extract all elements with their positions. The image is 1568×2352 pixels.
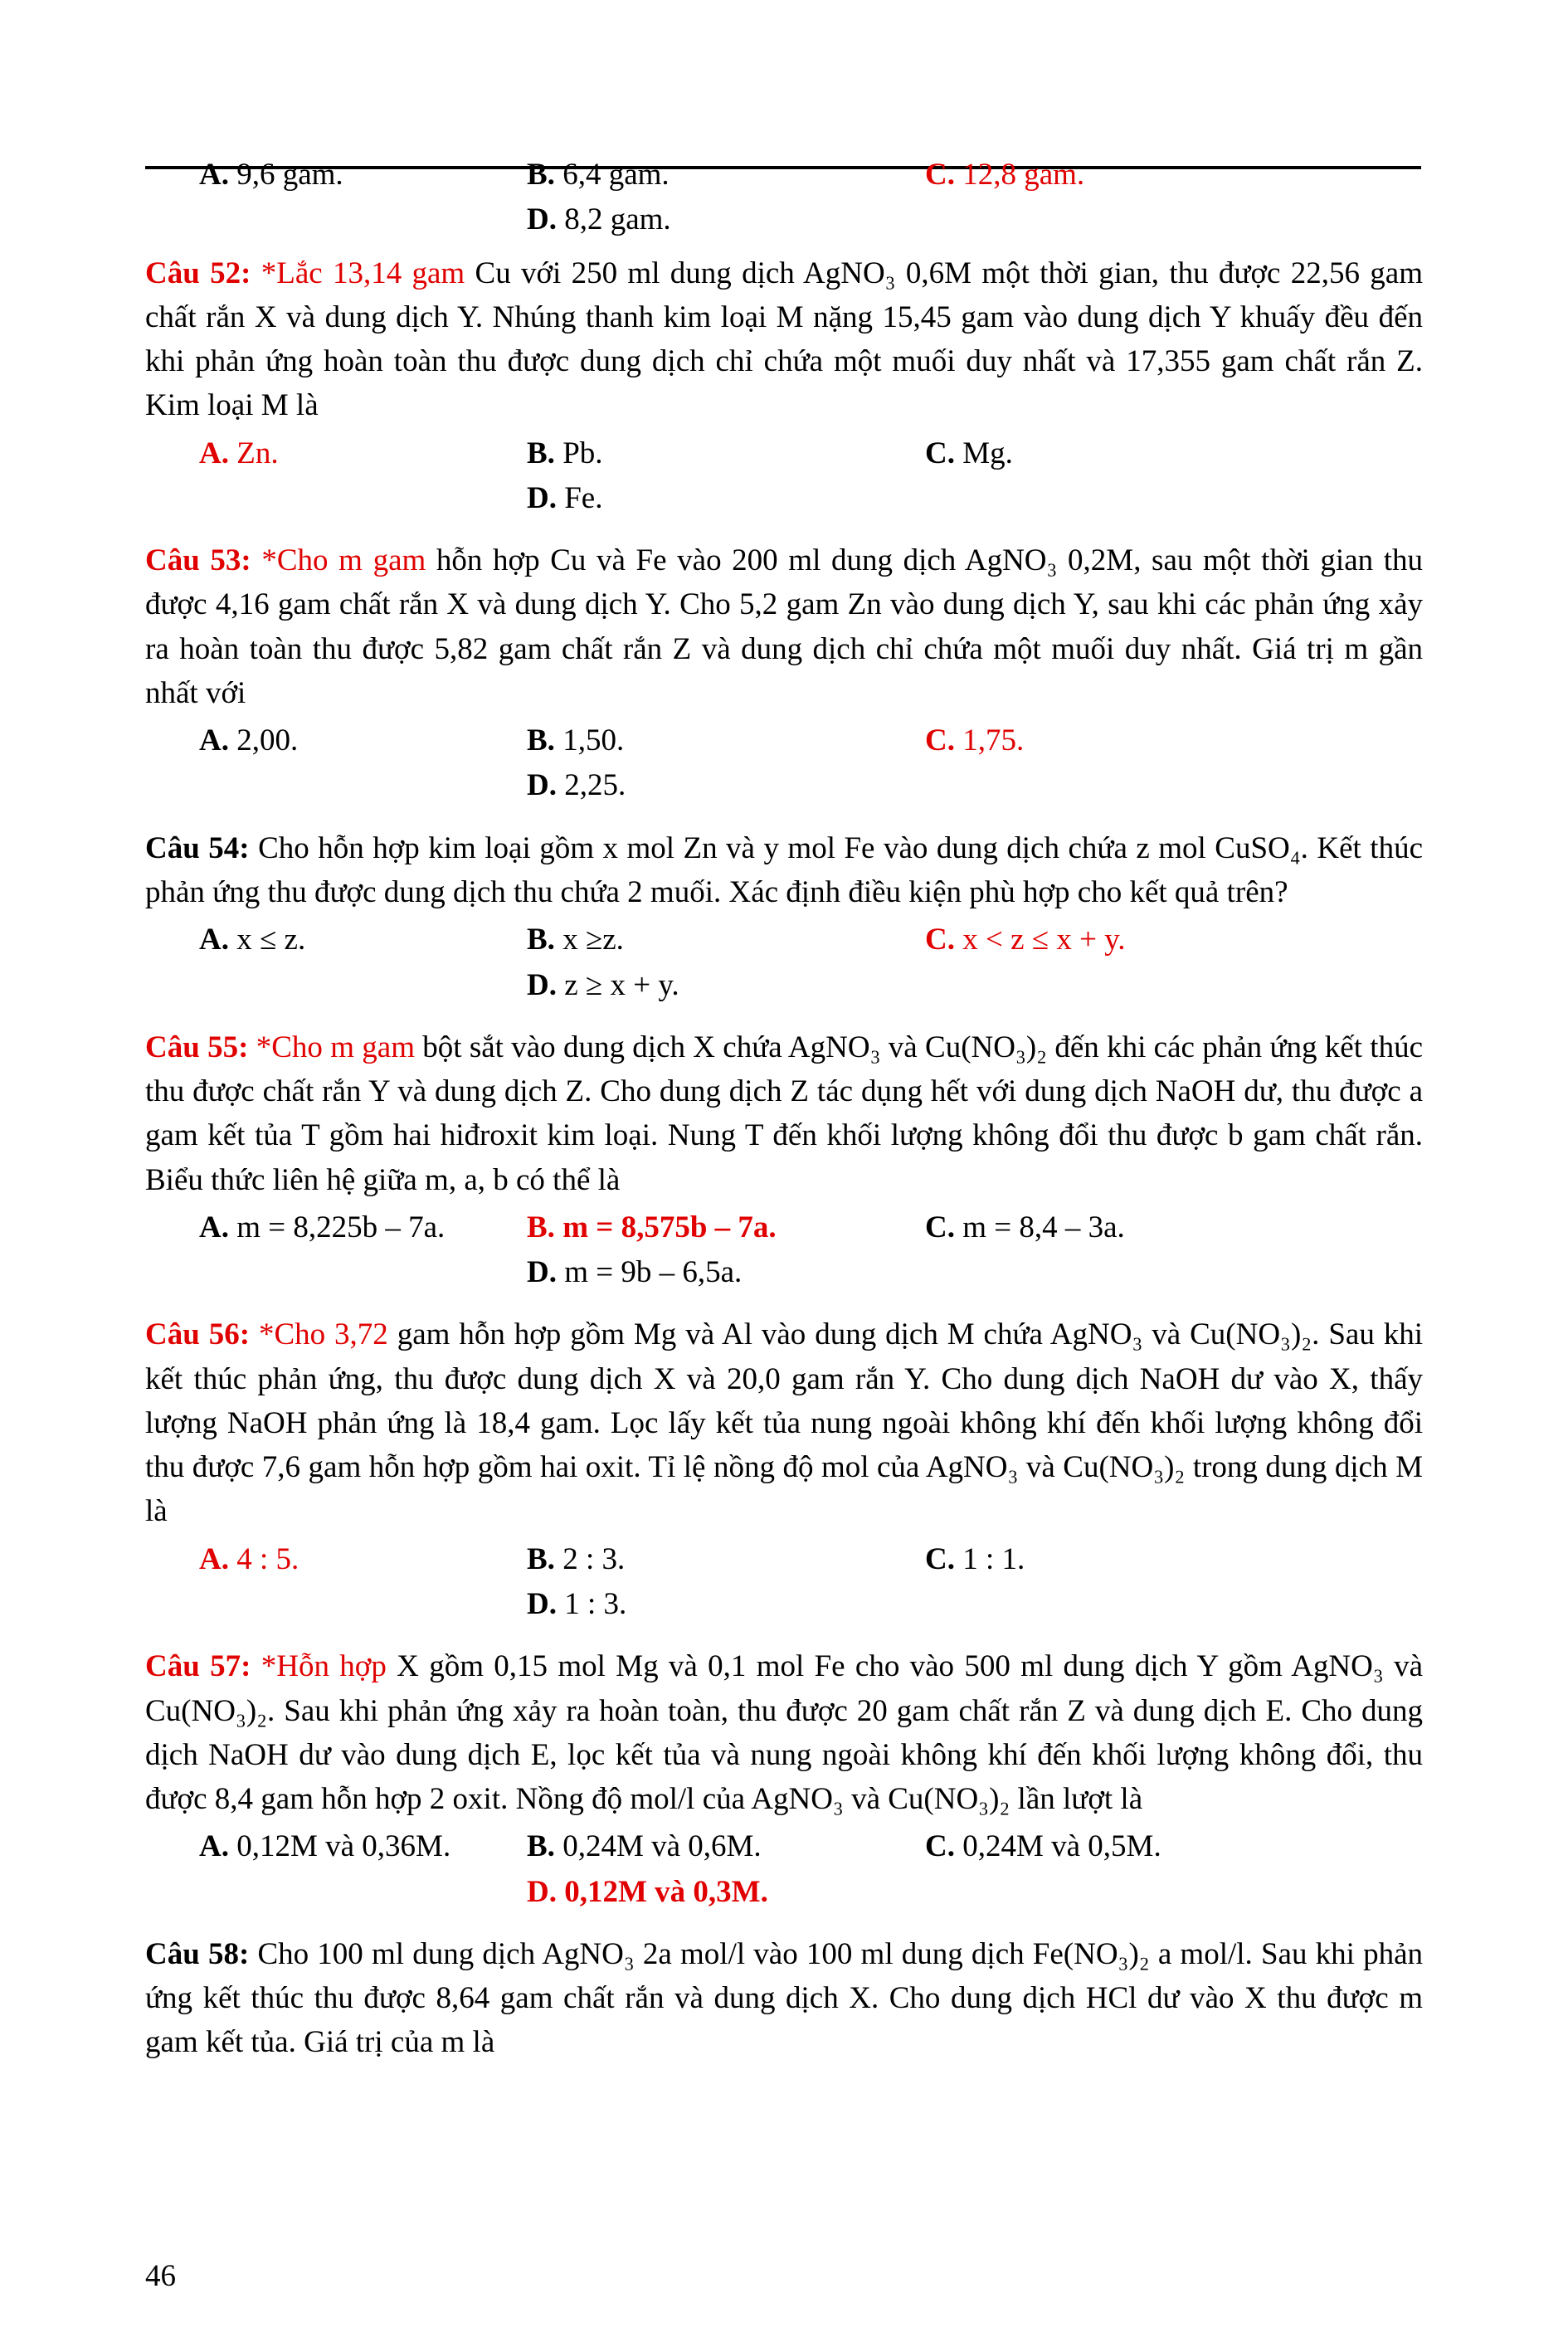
question-number: Câu 53: bbox=[145, 543, 251, 578]
question-block bbox=[145, 1644, 1423, 1914]
answer-label-c: C. bbox=[925, 1541, 955, 1576]
question-text bbox=[145, 1932, 1423, 2065]
answer-row bbox=[145, 153, 1423, 197]
answer-option-a[interactable] bbox=[145, 1537, 527, 1581]
answer-text-c: 1 : 1. bbox=[954, 1541, 1025, 1576]
answer-option-c[interactable] bbox=[925, 1824, 1323, 1868]
answers-group bbox=[145, 918, 1423, 1007]
answer-option-b[interactable] bbox=[527, 718, 925, 762]
answer-label-b: B. bbox=[527, 158, 555, 192]
answer-option-d[interactable] bbox=[527, 963, 925, 1007]
answer-row bbox=[145, 1824, 1423, 1868]
answer-label-a: A. bbox=[199, 923, 229, 957]
answer-option-d[interactable] bbox=[527, 476, 925, 520]
page-content bbox=[145, 153, 1423, 2065]
answer-row bbox=[145, 431, 1423, 475]
question-number: Câu 58: bbox=[145, 1936, 250, 1971]
answers-group bbox=[145, 1205, 1423, 1295]
question-text bbox=[145, 251, 1423, 428]
answer-label-c: C. bbox=[925, 1210, 955, 1244]
answer-label-c: C. bbox=[925, 436, 955, 470]
answer-label-d: D. bbox=[527, 967, 557, 1002]
answer-option-a[interactable] bbox=[145, 431, 527, 475]
question-body: Cho 100 ml dung dịch AgNO₃ 2a mol/l vào 100 ml dung dịch Fe(NO₃)₂ a mol/l. Sau khi phản ứng kết thúc thu được 8,64 gam chất rắn và dung dịch X. Cho dung dịch HCl dư vào X thu được m gam kết tủa. Giá trị của m là bbox=[145, 1936, 1424, 2060]
answer-option-a[interactable] bbox=[145, 718, 527, 762]
answer-text-d: m = 9b – 6,5a. bbox=[556, 1255, 743, 1290]
answer-label-d: D. bbox=[527, 768, 557, 803]
answer-text-b: 1,50. bbox=[554, 723, 625, 758]
answer-text-b: m = 8,575b – 7a. bbox=[554, 1210, 777, 1244]
answer-label-d: D. bbox=[527, 480, 557, 515]
answer-label-a: A. bbox=[199, 1210, 229, 1244]
question-highlight: *Cho 3,72 bbox=[258, 1317, 388, 1352]
answer-text-d: Fe. bbox=[556, 480, 603, 515]
question-body: X gồm 0,15 mol Mg và 0,1 mol Fe cho vào 500 ml dung dịch Y gồm AgNO₃ và Cu(NO₃)₂. Sau khi phản ứng xảy ra hoàn toàn, thu được 20 gam chất rắn Z và dung dịch E. Cho dung dịch NaOH dư vào dung dịch E, lọc kết tủa và nung ngoài không khí đến khối lượng không đổi, thu được 8,4 gam hỗn hợp 2 oxit. Nồng độ mol/l của AgNO₃ và Cu(NO₃)₂ lần lượt là bbox=[145, 1649, 1423, 1817]
question-block bbox=[145, 1312, 1423, 1626]
answer-option-c[interactable] bbox=[925, 431, 1323, 475]
answer-text-d: 8,2 gam. bbox=[556, 202, 671, 237]
question-number: Câu 54: bbox=[145, 830, 250, 865]
answer-text-c: x < z ≤ x + y. bbox=[954, 923, 1126, 957]
answer-row bbox=[145, 963, 1423, 1007]
answer-text-a: 9,6 gam. bbox=[228, 158, 343, 192]
answer-option-c[interactable] bbox=[925, 1205, 1323, 1249]
question-body: bột sắt vào dung dịch X chứa AgNO₃ và Cu(NO₃)₂ đến khi các phản ứng kết thúc thu được chất rắn Y và dung dịch Z. Cho dung dịch Z tác dụng hết với dung dịch NaOH dư, thu được a gam kết tủa T gồm hai hiđroxit kim loại. Nung T đến khối lượng không đổi thu được b gam chất rắn. Biểu thức liên hệ giữa m, a, b có thể là bbox=[145, 1030, 1423, 1197]
answer-label-b: B. bbox=[527, 923, 555, 957]
question-number: Câu 52: bbox=[145, 256, 251, 290]
answer-row bbox=[145, 476, 1423, 520]
page-number: 46 bbox=[145, 2259, 176, 2293]
answer-text-b: 2 : 3. bbox=[554, 1541, 626, 1576]
answers-group bbox=[145, 718, 1423, 808]
question-number: Câu 56: bbox=[145, 1317, 251, 1352]
answer-option-d[interactable] bbox=[527, 197, 925, 241]
question-text bbox=[145, 1312, 1423, 1533]
answer-text-a: 2,00. bbox=[228, 723, 299, 758]
question-number: Câu 55: bbox=[145, 1030, 249, 1064]
answer-label-c: C. bbox=[925, 723, 955, 758]
answer-text-d: 0,12M và 0,3M. bbox=[556, 1874, 768, 1909]
answer-row bbox=[145, 718, 1423, 762]
answer-option-d[interactable] bbox=[527, 763, 925, 807]
answer-text-c: 1,75. bbox=[954, 723, 1025, 758]
answer-label-c: C. bbox=[925, 1829, 955, 1864]
answer-text-a: 0,12M và 0,36M. bbox=[228, 1829, 451, 1864]
answer-option-c[interactable] bbox=[925, 918, 1323, 962]
question-block bbox=[145, 538, 1423, 808]
answer-text-c: 12,8 gam. bbox=[954, 158, 1085, 192]
answer-label-b: B. bbox=[527, 1541, 555, 1576]
answer-option-b[interactable] bbox=[527, 1205, 925, 1249]
answer-option-d[interactable] bbox=[527, 1250, 925, 1294]
answers-group bbox=[145, 1824, 1423, 1914]
answer-text-a: x ≤ z. bbox=[228, 923, 306, 957]
answer-label-a: A. bbox=[199, 1829, 229, 1864]
answer-option-c[interactable] bbox=[925, 1537, 1323, 1581]
answer-option-b[interactable] bbox=[527, 1824, 925, 1868]
answer-text-b: 0,24M và 0,6M. bbox=[554, 1829, 762, 1864]
answer-label-a: A. bbox=[199, 436, 229, 470]
question-highlight: *Cho m gam bbox=[256, 1030, 415, 1064]
answer-label-c: C. bbox=[925, 158, 955, 192]
answer-text-c: m = 8,4 – 3a. bbox=[954, 1210, 1125, 1244]
answer-row bbox=[145, 1582, 1423, 1626]
answer-option-a[interactable] bbox=[145, 153, 527, 197]
question-block bbox=[145, 251, 1423, 521]
answer-label-d: D. bbox=[527, 1255, 557, 1290]
answer-text-c: 0,24M và 0,5M. bbox=[954, 1829, 1161, 1864]
answer-text-a: m = 8,225b – 7a. bbox=[228, 1210, 446, 1244]
answers-group bbox=[145, 1537, 1423, 1627]
answer-row bbox=[145, 1250, 1423, 1294]
answer-option-c[interactable] bbox=[925, 153, 1323, 197]
question-block bbox=[145, 1932, 1423, 2065]
answer-label-b: B. bbox=[527, 436, 555, 470]
answer-label-a: A. bbox=[199, 723, 229, 758]
answer-label-a: A. bbox=[199, 1541, 229, 1576]
question-text bbox=[145, 1025, 1423, 1202]
answer-row bbox=[145, 918, 1423, 962]
answer-option-a[interactable] bbox=[145, 1205, 527, 1249]
question-body: hỗn hợp Cu và Fe vào 200 ml dung dịch AgNO₃ 0,2M, sau một thời gian thu được 4,16 gam chất rắn X và dung dịch Y. Cho 5,2 gam Zn vào dung dịch Y, sau khi các phản ứng xảy ra hoàn toàn thu được 5,82 gam chất rắn Z và dung dịch chỉ chứa một muối duy nhất. Giá trị m gần nhất với bbox=[145, 543, 1424, 710]
answer-text-a: 4 : 5. bbox=[228, 1541, 299, 1576]
answer-text-b: x ≥z. bbox=[554, 923, 624, 957]
answer-option-a[interactable] bbox=[145, 918, 527, 962]
question-highlight: *Hỗn hợp bbox=[261, 1649, 387, 1684]
question-highlight: *Lắc 13,14 gam bbox=[261, 256, 465, 290]
answer-row bbox=[145, 1205, 1423, 1249]
answer-option-a[interactable] bbox=[145, 1824, 527, 1868]
question-body: gam hỗn hợp gồm Mg và Al vào dung dịch M chứa AgNO₃ và Cu(NO₃)₂. Sau khi kết thúc phản ứng, thu được dung dịch X và 20,0 gam rắn Y. Cho dung dịch NaOH dư vào X, thấy lượng NaOH phản ứng là 18,4 gam. Lọc lấy kết tủa nung ngoài không khí đến khối lượng không đổi thu được 7,6 gam hỗn hợp gồm hai oxit. Tỉ lệ nồng độ mol của AgNO₃ và Cu(NO₃)₂ trong dung dịch M là bbox=[145, 1317, 1424, 1529]
answer-option-b[interactable] bbox=[527, 1537, 925, 1581]
answer-row bbox=[145, 197, 1423, 241]
question-body: Cu với 250 ml dung dịch AgNO₃ 0,6M một thời gian, thu được 22,56 gam chất rắn X và dung dịch Y. Nhúng thanh kim loại M nặng 15,45 gam vào dung dịch Y khuấy đều đến khi phản ứng hoàn toàn thu được dung dịch chỉ chứa một muối duy nhất và 17,355 gam chất rắn Z. Kim loại M là bbox=[145, 256, 1423, 423]
answer-row bbox=[145, 763, 1423, 807]
answers-group bbox=[145, 431, 1423, 521]
question-highlight: *Cho m gam bbox=[261, 543, 426, 578]
answer-row bbox=[145, 1870, 1423, 1914]
question-text bbox=[145, 538, 1423, 715]
answer-row bbox=[145, 1537, 1423, 1581]
answer-label-d: D. bbox=[527, 1586, 557, 1621]
answer-text-a: Zn. bbox=[228, 436, 279, 470]
answer-label-c: C. bbox=[925, 923, 955, 957]
answer-option-b[interactable] bbox=[527, 153, 925, 197]
answer-text-b: 6,4 gam. bbox=[554, 158, 670, 192]
answer-text-b: Pb. bbox=[554, 436, 603, 470]
question-body: Cho hỗn hợp kim loại gồm x mol Zn và y mol Fe vào dung dịch chứa z mol CuSO₄. Kết thúc phản ứng thu được dung dịch thu chứa 2 muối. Xác định điều kiện phù hợp cho kết quả trên? bbox=[145, 830, 1423, 909]
answer-text-c: Mg. bbox=[954, 436, 1013, 470]
answer-option-c[interactable] bbox=[925, 718, 1323, 762]
question-block bbox=[145, 826, 1423, 1007]
answer-label-a: A. bbox=[199, 158, 229, 192]
answer-option-d[interactable] bbox=[527, 1582, 925, 1626]
answer-label-d: D. bbox=[527, 1874, 557, 1909]
answer-text-d: z ≥ x + y. bbox=[556, 967, 679, 1002]
question-number: Câu 57: bbox=[145, 1649, 251, 1684]
answer-label-b: B. bbox=[527, 1829, 555, 1864]
answer-label-b: B. bbox=[527, 1210, 555, 1244]
answer-text-d: 1 : 3. bbox=[556, 1586, 627, 1621]
answer-option-d[interactable] bbox=[527, 1870, 925, 1914]
answers-top bbox=[145, 153, 1423, 242]
question-block bbox=[145, 1025, 1423, 1295]
answer-option-b[interactable] bbox=[527, 918, 925, 962]
answer-label-b: B. bbox=[527, 723, 555, 758]
answer-option-b[interactable] bbox=[527, 431, 925, 475]
answer-label-d: D. bbox=[527, 202, 557, 237]
question-text bbox=[145, 826, 1423, 915]
answer-text-d: 2,25. bbox=[556, 768, 626, 803]
question-text bbox=[145, 1644, 1423, 1821]
